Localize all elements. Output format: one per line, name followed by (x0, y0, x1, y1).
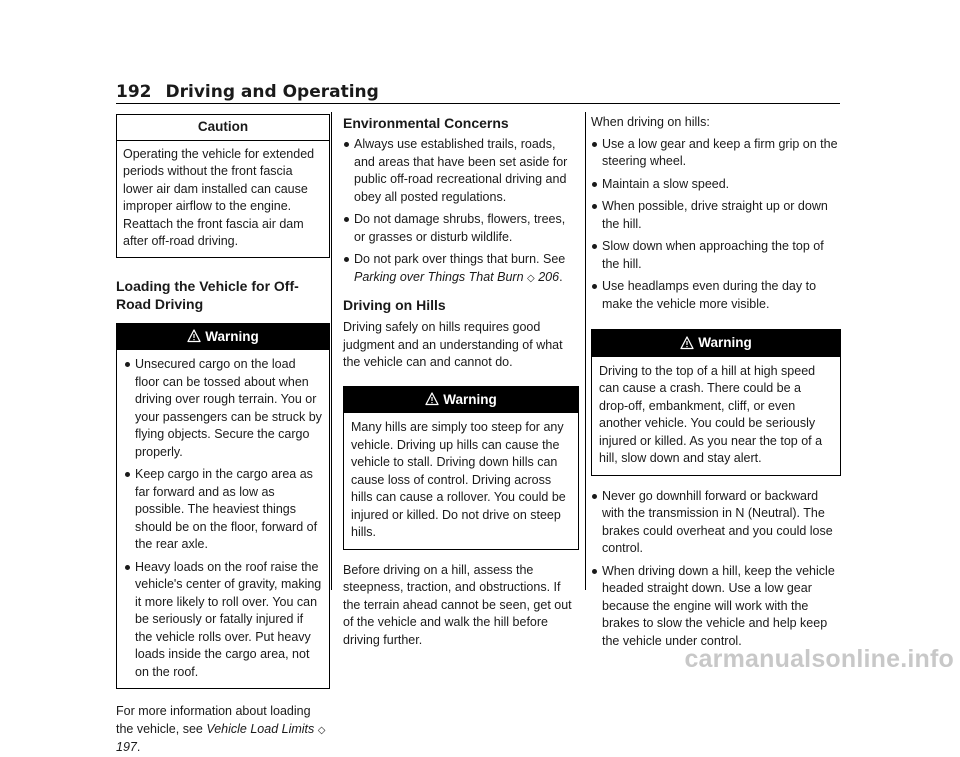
list-item: Keep cargo in the cargo area as far forward and as low as possible. The heaviest things should be on the floor, forward of the rear axle. (124, 466, 322, 554)
warning-title-bar (592, 330, 840, 357)
list-item: Do not damage shrubs, flowers, trees, or grasses or disturb wildlife. (343, 211, 579, 246)
hills-heading: Driving on Hills (343, 297, 446, 313)
more-info-paragraph (116, 703, 330, 757)
list-item: Unsecured cargo on the load floor can be tossed about when driving over rough terrain. You or your passengers can be struck by flying objects. Secure the cargo properly. (124, 356, 322, 461)
warning-icon (425, 392, 439, 406)
warning-icon (187, 329, 201, 343)
watermark: carmanualsonline.info (684, 645, 954, 673)
vehicle-load-limits-link[interactable]: Vehicle Load Limits (206, 721, 315, 736)
section-title: Driving and Operating (165, 82, 379, 102)
page-ref-arrow-icon: ◇ (317, 724, 326, 736)
list-item: When possible, drive straight up or down the hill. (591, 198, 841, 233)
loading-heading: Loading the Vehicle for Off-Road Driving (116, 277, 299, 312)
column-divider (331, 112, 332, 590)
warning-box-loading (116, 323, 330, 690)
column-divider (585, 112, 586, 590)
warning-title: Warning (443, 391, 497, 407)
caution-box (116, 114, 330, 258)
hills-intro: Driving safely on hills requires good judgment and an understanding of what the vehicle can and cannot do. (343, 320, 563, 369)
warning-title-bar (344, 387, 578, 414)
page-number: 192 (116, 82, 152, 102)
header-rule (116, 103, 840, 104)
environmental-heading: Environmental Concerns (343, 115, 509, 131)
hills-tips-list (591, 136, 841, 314)
warning-title-bar (117, 324, 329, 351)
warning-bullet-list (124, 356, 322, 681)
warning-title: Warning (205, 328, 259, 344)
list-item: Use a low gear and keep a firm grip on the steering wheel. (591, 136, 841, 171)
hills-list-intro: When driving on hills: (591, 115, 710, 129)
more-info-text: For more information about loading the vehicle, see (116, 704, 311, 736)
column-3 (591, 114, 841, 650)
page-ref-number[interactable]: 206 (538, 269, 560, 284)
list-item: Slow down when approaching the top of the hill. (591, 238, 841, 273)
list-item: Use headlamps even during the day to make the vehicle more visible. (591, 278, 841, 313)
warning-box-steep-hills (343, 386, 579, 550)
column-2 (343, 114, 579, 649)
list-item: Never go downhill forward or backward with the transmission in N (Neutral). The brakes could overheat and you could lose control. (591, 488, 841, 558)
page-ref-arrow-icon: ◇ (527, 272, 535, 284)
list-item: Heavy loads on the roof raise the vehicle's center of gravity, making it more likely to roll over. You can be seriously or fatally injured if the vehicle rolls over. Put heavy loads inside the cargo area, not on the roof. (124, 559, 322, 682)
column-1 (116, 114, 330, 757)
caution-title: Caution (117, 115, 329, 141)
caution-body: Operating the vehicle for extended periods without the front fascia lower air dam installed can cause improper airflow to the engine. Reattach the front fascia air dam after off-road driving. (123, 146, 315, 248)
list-item: Maintain a slow speed. (591, 176, 841, 194)
warning-body: Many hills are simply too steep for any vehicle. Driving up hills can cause the vehicle to stall. Driving down hills can cause loss of control. Driving across hills can cause a rollover. You could be injured or killed. Do not drive on steep hills. (351, 420, 566, 539)
warning-box-hill-top (591, 329, 841, 476)
list-item: Always use established trails, roads, and areas that have been set aside for public off-road recreational driving and obey all posted regulations. (343, 136, 579, 206)
page-header (116, 82, 840, 102)
downhill-list (591, 488, 841, 651)
parking-over-things-link[interactable]: Parking over Things That Burn (354, 269, 524, 284)
sentence-end: . (136, 740, 141, 754)
warning-body: Driving to the top of a hill at high speed can cause a crash. There could be a drop-off, embankment, cliff, or even another vehicle. You could be seriously injured or killed. As you near the top of a hill, slow down and stay alert. (599, 363, 823, 465)
warning-body (117, 350, 329, 688)
sentence-end: . (559, 269, 563, 284)
list-item: When driving down a hill, keep the vehicle headed straight down. Use a low gear because the engine will work with the brakes to slow the vehicle and help keep the vehicle under control. (591, 563, 841, 651)
environmental-list (343, 136, 579, 287)
warning-icon (680, 336, 694, 350)
page-ref-number[interactable]: 197 (116, 740, 137, 754)
list-item-text: Do not park over things that burn. See (354, 252, 566, 266)
before-driving-paragraph: Before driving on a hill, assess the steepness, traction, and obstructions. If the terrain ahead cannot be seen, get out of the vehicle and walk the hill before driving further. (343, 562, 572, 647)
warning-title: Warning (698, 335, 752, 350)
list-item (343, 251, 579, 287)
